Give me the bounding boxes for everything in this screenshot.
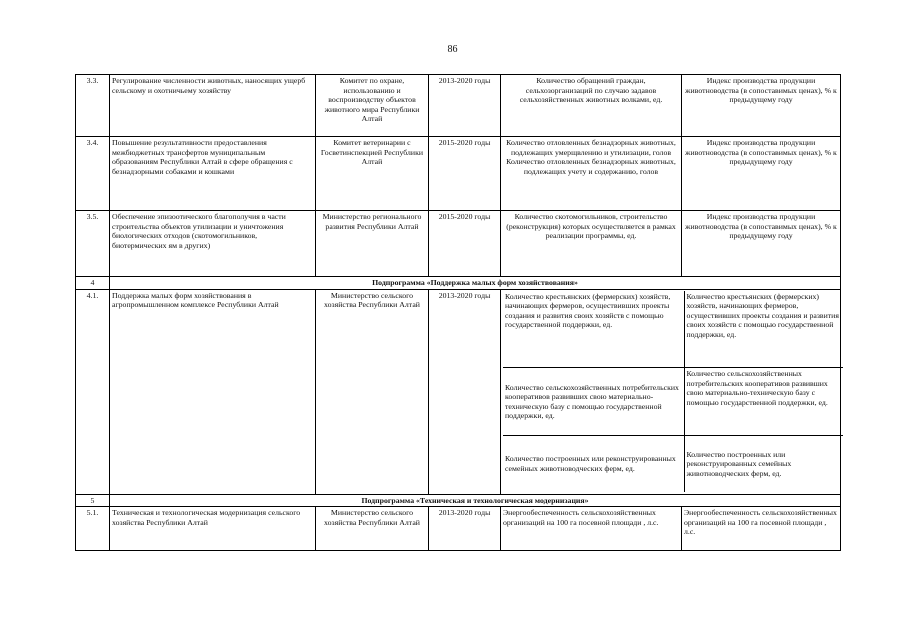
table-row	[76, 211, 841, 277]
section-row	[76, 277, 841, 290]
indicator-group	[501, 289, 841, 494]
indicator: Количество построенных или реконструированных семейных животноводческих ферм, ед.	[503, 436, 684, 492]
row-number: 3.3.	[76, 75, 110, 137]
section-number: 4	[76, 277, 110, 290]
table-row	[76, 137, 841, 211]
target-indicator: Количество крестьянских (фермерских) хозяйств, начинающих фермеров, осуществивших проекты создания и развития своих хозяйств с помощью государственной поддержки, ед.	[686, 291, 839, 339]
row-number: 3.4.	[76, 137, 110, 211]
period: 2015-2020 годы	[429, 137, 501, 211]
target-indicator: Индекс производства продукции животноводства (в сопоставимых ценах), % к предыдущему году	[682, 211, 841, 277]
table-row	[76, 507, 841, 551]
executor: Министерство регионального развития Республики Алтай	[316, 211, 429, 277]
period: 2013-2020 годы	[429, 75, 501, 137]
indicator: Количество скотомогильников, строительство (реконструкция) которых осуществляется в рамках реализации программы, ед.	[501, 211, 682, 277]
measure-name: Поддержка малых форм хозяйствования в агропромышленном комплексе Республики Алтай	[110, 289, 316, 494]
target-indicator: Индекс производства продукции животноводства (в сопоставимых ценах), % к предыдущему году	[682, 137, 841, 211]
executor: Комитет по охране, использованию и воспроизводству объектов животного мира Республики Алтай	[316, 75, 429, 137]
page-number: 86	[447, 44, 458, 55]
target-indicator: Количество построенных или реконструированных семейных животноводческих ферм, ед.	[684, 436, 843, 492]
section-row	[76, 494, 841, 507]
measure-name: Обеспечение эпизоотического благополучия в части строительства объектов утилизации и уничтожения биологических отходов (скотомогильников, биотермических ям в других)	[110, 211, 316, 277]
period: 2013-2020 годы	[429, 507, 501, 551]
executor: Министерство сельского хозяйства Республики Алтай	[316, 507, 429, 551]
section-title: Подпрограмма «Техническая и технологическая модернизация»	[110, 494, 841, 507]
indicator: Энергообеспеченность сельскохозяйственных организаций на 100 га посевной площади , л.с.	[501, 507, 682, 551]
executor: Комитет ветеринарии с Госветинспекцией Республики Алтай	[316, 137, 429, 211]
target-indicator: Энергообеспеченность сельскохозяйственных организаций на 100 га посевной площади , л.с.	[682, 507, 841, 551]
target-indicator: Количество сельскохозяйственных потребительских кооперативов развивших свою материально-техническую базу с помощью государственной поддержки, ед.	[684, 368, 843, 436]
period: 2013-2020 годы	[429, 289, 501, 494]
executor: Министерство сельского хозяйства Республики Алтай	[316, 289, 429, 494]
indicator: Количество отловленных безнадзорных животных, подлежащих умерщвлению и утилизации, голов Количество отловленных безнадзорных животных, подлежащих учету и содержанию, голов	[501, 137, 682, 211]
measure-name: Техническая и технологическая модернизация сельского хозяйства Республики Алтай	[110, 507, 316, 551]
table-row	[76, 75, 841, 137]
section-number: 5	[76, 494, 110, 507]
indicator: Количество сельскохозяйственных потребительских кооперативов развивших свою материально-техническую базу с помощью государственной поддержки, ед.	[503, 368, 684, 436]
measure-name: Повышение результативности предоставления межбюджетных трансфертов муниципальным образованиям Республики Алтай в сфере обращения с безнадзорными собаками и кошками	[110, 137, 316, 211]
section-title: Подпрограмма «Поддержка малых форм хозяйствования»	[110, 277, 841, 290]
period: 2015-2020 годы	[429, 211, 501, 277]
target-indicator: Индекс производства продукции животноводства (в сопоставимых ценах), % к предыдущему году	[682, 75, 841, 137]
row-number: 3.5.	[76, 211, 110, 277]
measure-name: Регулирование численности животных, наносящих ущерб сельскому и охотничьему хозяйству	[110, 75, 316, 137]
program-table	[75, 74, 841, 551]
row-number: 5.1.	[76, 507, 110, 551]
indicator: Количество обращений граждан, сельхозорганизаций по случаю задавов сельхозяйственных животных волками, ед.	[501, 75, 682, 137]
row-number: 4.1.	[76, 289, 110, 494]
indicator: Количество крестьянских (фермерских) хозяйств, начинающих фермеров, осуществивших проекты создания и развития своих хозяйств с помощью государственной поддержки, ед.	[503, 291, 684, 368]
table-row	[76, 289, 841, 494]
